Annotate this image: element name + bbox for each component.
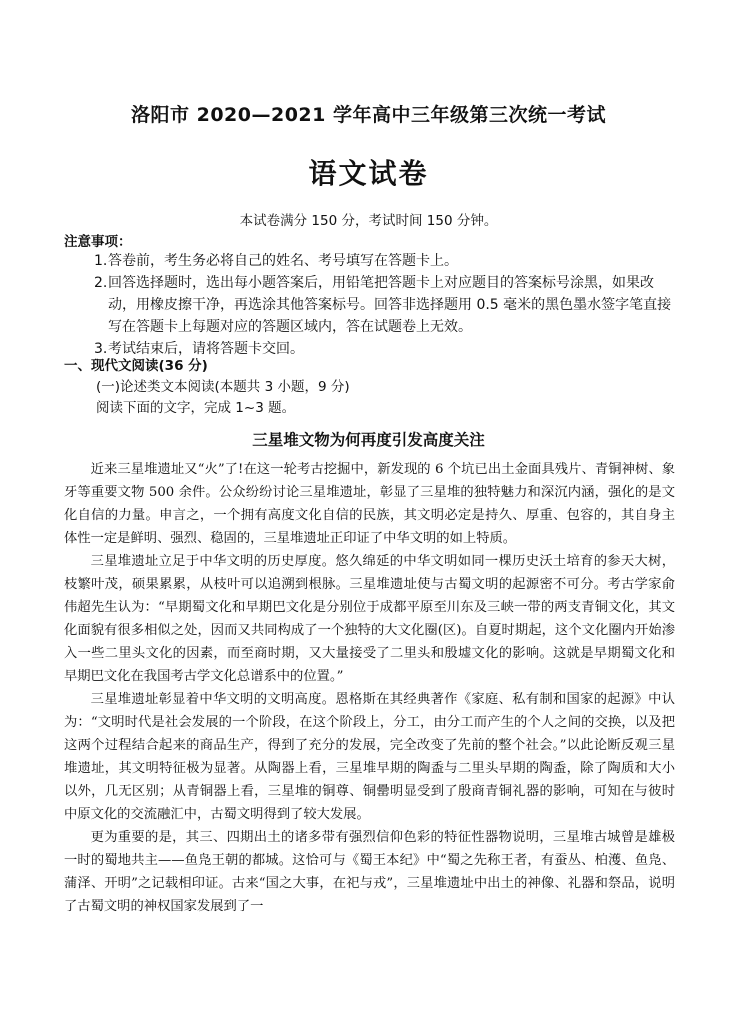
notice-list <box>94 250 680 360</box>
notice-number: 1. <box>94 253 108 269</box>
notice-heading: 注意事项： <box>64 234 132 250</box>
section-heading: 一、现代文阅读(36 分) <box>64 358 208 374</box>
exam-intro: 本试卷满分 150 分，考试时间 150 分钟。 <box>239 213 498 229</box>
reading-instruction: 阅读下面的文字，完成 1~3 题。 <box>96 400 296 416</box>
notice-text: 考试结束后，请将答题卡交回。 <box>108 341 304 357</box>
notice-item <box>94 272 680 338</box>
notice-number: 3. <box>94 341 108 357</box>
notice-text: 答卷前，考生务必将自己的姓名、考号填写在答题卡上。 <box>108 253 458 269</box>
article-paragraph: 三星堆遗址立足于中华文明的历史厚度。悠久绵延的中华文明如同一棵历史沃土培育的参天大树，枝繁叶茂，硕果累累，从枝叶可以追溯到根脉。三星堆遗址使与古蜀文明的起源密不可分。考古学家俞伟超先生认为：“早期蜀文化和早期巴文化是分别位于成都平原至川东及三峡一带的两支青铜文化，其文化面貌有很多相似之处，因而又共同构成了一个独特的大文化圈(区)。自夏时期起，这个文化圈内开始渗入一些二里头文化的因素，而至商时期，又大量接受了二里头和殷墟文化的影响。这就是早期蜀文化和早期巴文化在我国考古学文化总谱系中的位置。” <box>64 554 675 684</box>
exam-title: 洛阳市 2020—2021 学年高中三年级第三次统一考试 <box>131 104 606 126</box>
notice-number: 2. <box>94 275 108 291</box>
subject-title: 语文试卷 <box>308 157 429 190</box>
notice-item <box>94 250 680 272</box>
article-paragraph: 三星堆遗址彰显着中华文明的文明高度。恩格斯在其经典著作《家庭、私有制和国家的起源》中认为：“文明时代是社会发展的一个阶段，在这个阶段上，分工，由分工而产生的个人之间的交换，以及把这两个过程结合起来的商品生产，得到了充分的发展，完全改变了先前的整个社会。”以此论断反观三星堆遗址，其文明特征极为显著。从陶器上看，三星堆早期的陶盉与二里头早期的陶盉，除了陶质和大小以外，几无区别；从青铜器上看，三星堆的铜尊、铜罍明显受到了殷商青铜礼器的影响，可知在与彼时中原文化的交流融汇中，古蜀文明得到了较大发展。 <box>64 692 675 822</box>
article-paragraph: 近来三星堆遗址又“火”了!在这一轮考古挖掘中，新发现的 6 个坑已出土金面具残片、青铜神树、象牙等重要文物 500 余件。公众纷纷讨论三星堆遗址，彰显了三星堆的独特魅力和深沉内涵，强化的是文化自信的力量。申言之，一个拥有高度文化自信的民族，其文明必定是持久、厚重、包容的，其自身主体性一定是鲜明、强烈、稳固的，三星堆遗址正印证了中华文明的如上特质。 <box>64 462 675 546</box>
article-paragraph: 更为重要的是，其三、四期出土的诸多带有强烈信仰色彩的特征性器物说明，三星堆古城曾是雄极一时的蜀地共主——鱼凫王朝的都城。这恰可与《蜀王本纪》中“蜀之先称王者，有蚕丛、柏濩、鱼凫、蒲泽、开明”之记载相印证。古来“国之大事，在祀与戎”，三星堆遗址中出土的神像、礼器和祭品，说明了古蜀文明的神权国家发展到了一 <box>64 830 675 914</box>
subsection-heading: (一)论述类文本阅读(本题共 3 小题，9 分) <box>96 379 350 395</box>
notice-text: 回答选择题时，选出每小题答案后，用铅笔把答题卡上对应题目的答案标号涂黑，如果改动，用橡皮擦干净，再选涂其他答案标号。回答非选择题用 0.5 毫米的黑色墨水签字笔直接写在答题卡上每题对应的答题区域内，答在试题卷上无效。 <box>108 275 672 335</box>
article-body <box>64 458 675 918</box>
article-title: 三星堆文物为何再度引发高度关注 <box>252 431 485 449</box>
